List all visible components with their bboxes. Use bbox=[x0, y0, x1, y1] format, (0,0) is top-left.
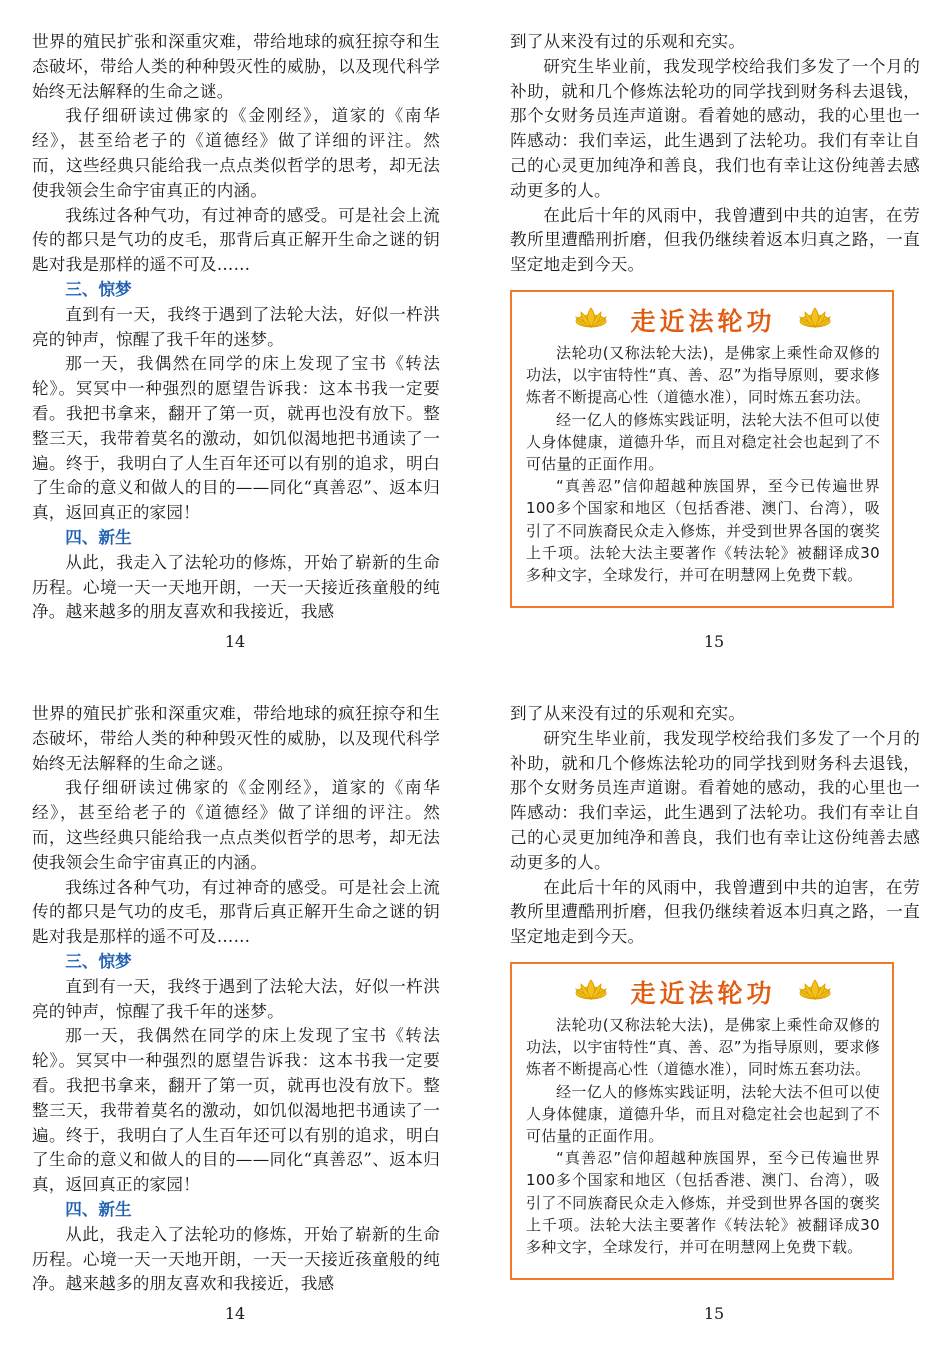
left-page bbox=[32, 30, 440, 625]
paragraph: 从此，我走入了法轮功的修炼，开始了崭新的生命历程。心境一天一天地开朗，一天一天接近孩童般的纯净。越来越多的朋友喜欢和我接近，我感 bbox=[32, 552, 440, 622]
box-paragraph: 经一亿人的修炼实践证明，法轮大法不但可以使人身体健康，道德升华，而且对稳定社会也起到了不可估量的正面作用。 bbox=[526, 1082, 880, 1145]
box-paragraph: 经一亿人的修炼实践证明，法轮大法不但可以使人身体健康，道德升华，而且对稳定社会也起到了不可估量的正面作用。 bbox=[526, 410, 880, 473]
box-header bbox=[526, 300, 880, 340]
section-heading: 四、新生 bbox=[65, 1199, 132, 1219]
lotus-icon bbox=[574, 305, 608, 335]
box-paragraph: “真善忍”信仰超越种族国界，至今已传遍世界100多个国家和地区（包括香港、澳门、台湾），吸引了不同族裔民众走入修炼，并受到世界各国的褒奖上千项。法轮大法主要著作《转法轮》被翻译成30多种文字，全球发行，并可在明慧网上免费下载。 bbox=[526, 477, 880, 584]
paragraph: 那一天，我偶然在同学的床上发现了宝书《转法轮》。冥冥中一种强烈的愿望告诉我：这本书我一定要看。我把书拿来，翻开了第一页，就再也没有放下。整整三天，我带着莫名的激动，如饥似渴地把书通读了一遍。终于，我明白了人生百年还可以有别的追求，明白了生命的意义和做人的目的——同化“真善忍”、返本归真，返回真正的家园！ bbox=[32, 354, 440, 523]
right-page bbox=[510, 30, 920, 608]
page-spread-2 bbox=[0, 672, 950, 1344]
paragraph: 我练过各种气功，有过神奇的感受。可是社会上流传的都只是气功的皮毛，那背后真正解开生命之谜的钥匙对我是那样的遥不可及…… bbox=[32, 877, 440, 947]
lotus-icon bbox=[798, 977, 832, 1007]
box-title: 走近法轮功 bbox=[630, 306, 776, 336]
page-number: 14 bbox=[224, 1304, 246, 1323]
paragraph: 到了从来没有过的乐观和充实。 bbox=[510, 704, 746, 723]
paragraph: 在此后十年的风雨中，我曾遭到中共的迫害，在劳教所里遭酷刑折磨，但我仍继续着返本归真之路，一直坚定地走到今天。 bbox=[510, 205, 920, 275]
page-number: 15 bbox=[703, 632, 725, 651]
box-title: 走近法轮功 bbox=[630, 978, 776, 1008]
paragraph: 在此后十年的风雨中，我曾遭到中共的迫害，在劳教所里遭酷刑折磨，但我仍继续着返本归真之路，一直坚定地走到今天。 bbox=[510, 877, 920, 947]
box-paragraph: “真善忍”信仰超越种族国界，至今已传遍世界100多个国家和地区（包括香港、澳门、台湾），吸引了不同族裔民众走入修炼，并受到世界各国的褒奖上千项。法轮大法主要著作《转法轮》被翻译成30多种文字，全球发行，并可在明慧网上免费下载。 bbox=[526, 1149, 880, 1256]
paragraph: 直到有一天，我终于遇到了法轮大法，好似一杵洪亮的钟声，惊醒了我千年的迷梦。 bbox=[32, 976, 440, 1021]
paragraph: 我练过各种气功，有过神奇的感受。可是社会上流传的都只是气功的皮毛，那背后真正解开生命之谜的钥匙对我是那样的遥不可及…… bbox=[32, 205, 440, 275]
paragraph: 研究生毕业前，我发现学校给我们多发了一个月的补助，就和几个修炼法轮功的同学找到财务科去退钱，那个女财务员连声道谢。看着她的感动，我的心里也一阵感动：我们幸运，此生遇到了法轮功。我们有幸让自己的心灵更加纯净和善良，我们也有幸让这份纯善去感动更多的人。 bbox=[510, 56, 920, 200]
page-number: 15 bbox=[703, 1304, 725, 1323]
falun-gong-info-box bbox=[510, 290, 894, 608]
paragraph: 到了从来没有过的乐观和充实。 bbox=[510, 32, 746, 51]
box-paragraph: 法轮功(又称法轮大法)，是佛家上乘性命双修的功法，以宇宙特性“真、善、忍”为指导原则，要求修炼者不断提高心性（道德水准），同时炼五套功法。 bbox=[526, 1015, 880, 1079]
lotus-icon bbox=[574, 977, 608, 1007]
section-heading: 三、惊梦 bbox=[65, 279, 132, 299]
falun-gong-info-box bbox=[510, 962, 894, 1280]
paragraph: 世界的殖民扩张和深重灾难，带给地球的疯狂掠夺和生态破坏，带给人类的种种毁灭性的威胁，以及现代科学始终无法解释的生命之谜。 bbox=[32, 704, 440, 773]
paragraph: 那一天，我偶然在同学的床上发现了宝书《转法轮》。冥冥中一种强烈的愿望告诉我：这本书我一定要看。我把书拿来，翻开了第一页，就再也没有放下。整整三天，我带着莫名的激动，如饥似渴地把书通读了一遍。终于，我明白了人生百年还可以有别的追求，明白了生命的意义和做人的目的——同化“真善忍”、返本归真，返回真正的家园！ bbox=[32, 1026, 440, 1195]
paragraph: 研究生毕业前，我发现学校给我们多发了一个月的补助，就和几个修炼法轮功的同学找到财务科去退钱，那个女财务员连声道谢。看着她的感动，我的心里也一阵感动：我们幸运，此生遇到了法轮功。我们有幸让自己的心灵更加纯净和善良，我们也有幸让这份纯善去感动更多的人。 bbox=[510, 728, 920, 872]
lotus-icon bbox=[798, 305, 832, 335]
paragraph: 我仔细研读过佛家的《金刚经》，道家的《南华经》，甚至给老子的《道德经》做了详细的评注。然而，这些经典只能给我一点点类似哲学的思考，却无法使我领会生命宇宙真正的内涵。 bbox=[32, 106, 440, 200]
page-spread-1 bbox=[0, 0, 950, 672]
section-heading: 三、惊梦 bbox=[65, 951, 132, 971]
box-paragraph: 法轮功(又称法轮大法)，是佛家上乘性命双修的功法，以宇宙特性“真、善、忍”为指导原则，要求修炼者不断提高心性（道德水准），同时炼五套功法。 bbox=[526, 343, 880, 407]
paragraph: 世界的殖民扩张和深重灾难，带给地球的疯狂掠夺和生态破坏，带给人类的种种毁灭性的威胁，以及现代科学始终无法解释的生命之谜。 bbox=[32, 32, 440, 101]
box-header bbox=[526, 972, 880, 1012]
paragraph: 直到有一天，我终于遇到了法轮大法，好似一杵洪亮的钟声，惊醒了我千年的迷梦。 bbox=[32, 304, 440, 349]
left-page bbox=[32, 702, 440, 1297]
section-heading: 四、新生 bbox=[65, 527, 132, 547]
right-page bbox=[510, 702, 920, 1280]
paragraph: 我仔细研读过佛家的《金刚经》，道家的《南华经》，甚至给老子的《道德经》做了详细的评注。然而，这些经典只能给我一点点类似哲学的思考，却无法使我领会生命宇宙真正的内涵。 bbox=[32, 778, 440, 872]
paragraph: 从此，我走入了法轮功的修炼，开始了崭新的生命历程。心境一天一天地开朗，一天一天接近孩童般的纯净。越来越多的朋友喜欢和我接近，我感 bbox=[32, 1224, 440, 1294]
page-number: 14 bbox=[224, 632, 246, 651]
